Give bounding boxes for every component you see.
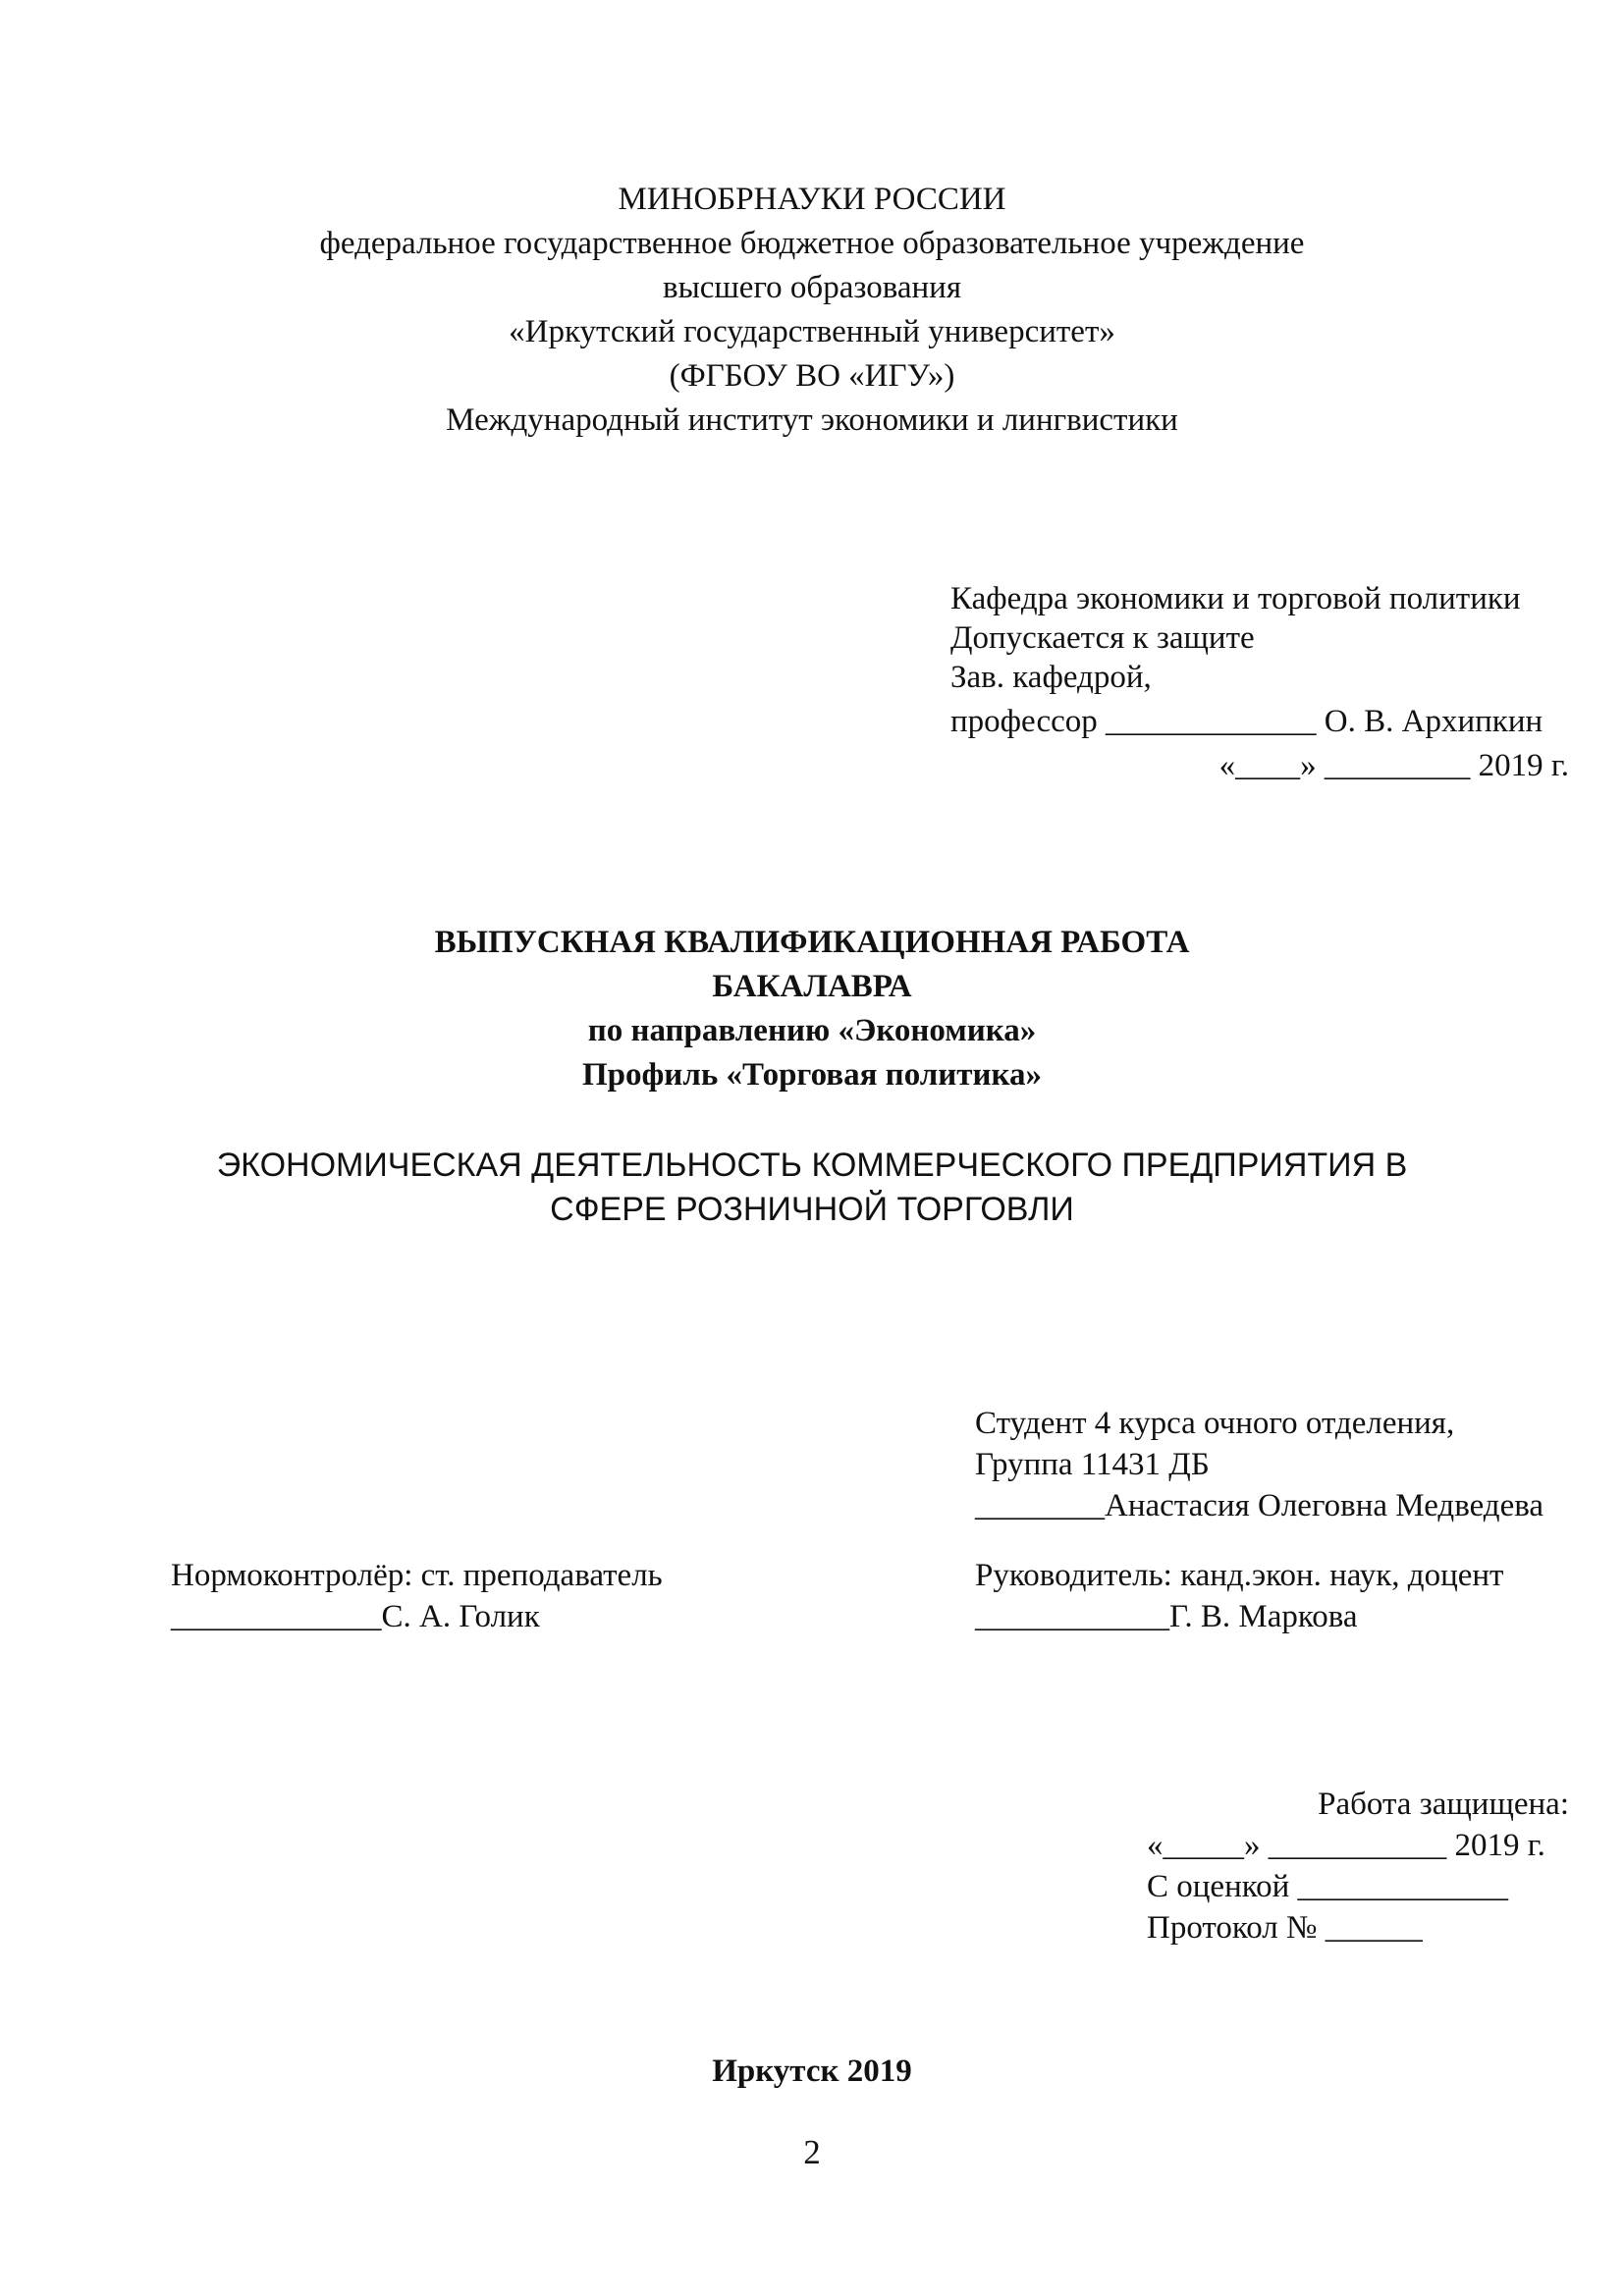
topic-line-1: ЭКОНОМИЧЕСКАЯ ДЕЯТЕЛЬНОСТЬ КОММЕРЧЕСКОГО ПРЕДПРИЯТИЯ В xyxy=(216,1147,1408,1184)
supervisor-title: Руководитель: канд.экон. наук, доцент xyxy=(975,1558,1504,1593)
approval-date-line: «____» _________ 2019 г. xyxy=(1218,748,1569,783)
supervisor-name-line: ____________Г. В. Маркова xyxy=(975,1599,1358,1634)
work-type-profile: Профиль «Торговая политика» xyxy=(581,1057,1043,1093)
work-type-title: ВЫПУСКНАЯ КВАЛИФИКАЦИОННАЯ РАБОТА xyxy=(434,925,1190,960)
institute-name: Международный институт экономики и лингвистики xyxy=(446,402,1178,438)
university-name: «Иркутский государственный университет» xyxy=(509,314,1115,349)
student-name-line: ________Анастасия Олеговна Медведева xyxy=(975,1488,1544,1523)
admitted-to-defense: Допускается к защите xyxy=(950,620,1255,656)
protocol-line: Протокол № ______ xyxy=(1147,1910,1423,1946)
work-type-direction: по направлению «Экономика» xyxy=(587,1013,1037,1048)
topic-line-2: СФЕРЕ РОЗНИЧНОЙ ТОРГОВЛИ xyxy=(550,1191,1074,1228)
education-level: высшего образования xyxy=(663,270,961,305)
professor-signature-line: профессор _____________ О. В. Архипкин xyxy=(950,704,1543,739)
ministry-name: МИНОБРНАУКИ РОССИИ xyxy=(618,182,1006,217)
defense-date-line: «_____» ___________ 2019 г. xyxy=(1147,1828,1545,1863)
defended-label: Работа защищена: xyxy=(1318,1787,1569,1822)
work-type-degree: БАКАЛАВРА xyxy=(712,969,912,1004)
normocontrol-title: Нормоконтролёр: ст. преподаватель xyxy=(171,1558,663,1593)
grade-line: С оценкой _____________ xyxy=(1147,1869,1508,1904)
page-number: 2 xyxy=(803,2133,821,2171)
institution-type: федеральное государственное бюджетное образовательное учреждение xyxy=(319,226,1305,261)
university-abbreviation: (ФГБОУ ВО «ИГУ») xyxy=(669,358,955,394)
student-course: Студент 4 курса очного отделения, xyxy=(975,1406,1455,1441)
normocontrol-name-line: _____________С. А. Голик xyxy=(171,1599,540,1634)
city-year: Иркутск 2019 xyxy=(712,2054,912,2089)
department-name: Кафедра экономики и торговой политики xyxy=(950,581,1521,616)
student-group: Группа 11431 ДБ xyxy=(975,1447,1210,1482)
head-of-department: Зав. кафедрой, xyxy=(950,660,1152,695)
